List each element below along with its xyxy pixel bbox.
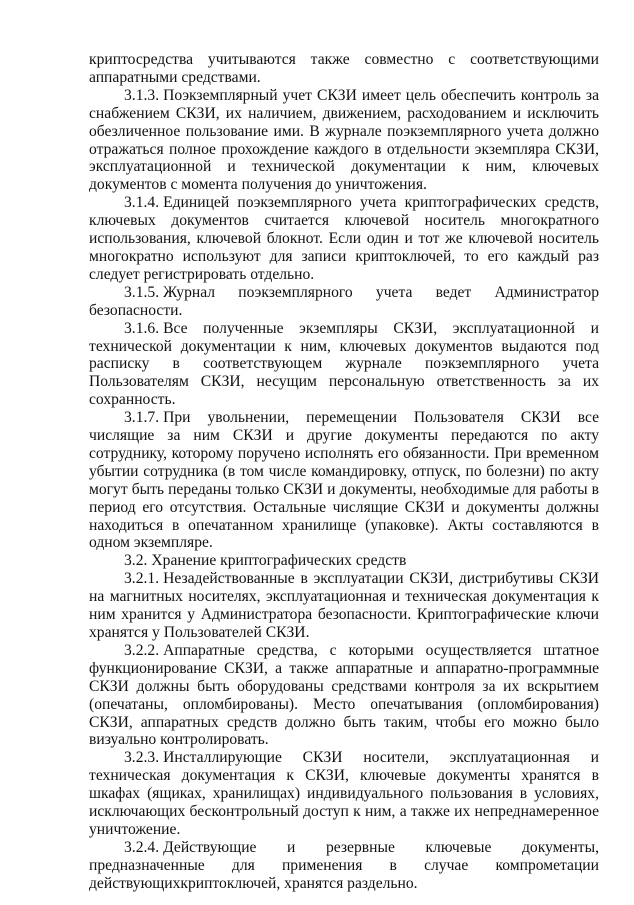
paragraph-3-1-4 [89,194,599,284]
section-number: 3.2. [124,552,148,570]
paragraph-3-1-7 [89,409,599,552]
section-title: Хранение криптографических средств [151,552,407,570]
paragraph-3-2-2 [89,642,599,749]
paragraph-text: Поэкземплярный учет СКЗИ имеет цель обеспечить контроль за снабжением СКЗИ, их наличием, движением, расходованием и исключить обезличенное пользование ими. В журнале поэкземплярного учета должно отражаться полное прохождение каждого в отдельности экземпляра СКЗИ, эксплуатационной и технической документации к ним, ключевых документов с момента получения до уничтожения. [89,86,599,194]
paragraph-number: 3.2.3. [124,749,160,767]
paragraph-number: 3.2.4. [124,838,160,856]
section-heading [89,552,599,570]
paragraph-3-2-4 [89,839,599,893]
paragraph-number: 3.1.7. [124,409,160,427]
paragraph-text: Все полученные экземпляры СКЗИ, эксплуатационной и технической документации к ним, ключевых документов выдаются под расписку в соответствующем журнале поэкземплярного учета Пользователям СКЗИ, несущим персональную ответственность за их сохранность. [89,319,599,409]
paragraph-text: Аппаратные средства, с которыми осуществляется штатное функционирование СКЗИ, а также аппаратные и аппаратно-программные СКЗИ должны быть оборудованы средствами контроля за их вскрытием (опечатаны, опломбированы). Место опечатывания (опломбирования) СКЗИ, аппаратных средств должно быть таким, чтобы его можно было визуально контролировать. [89,641,599,749]
paragraph-3-1-6 [89,320,599,410]
paragraph-3-1-3 [89,87,599,194]
document-body [89,51,599,893]
paragraph-number: 3.1.4. [124,194,160,212]
paragraph-3-1-5 [89,284,599,320]
paragraph-number: 3.1.6. [124,319,160,337]
paragraph-text: криптосредства учитываются также совместно с соответствующими аппаратными средствами. [89,51,599,86]
paragraph-number: 3.2.2. [124,641,160,659]
paragraph-number: 3.1.5. [124,283,160,301]
paragraph-number: 3.2.1. [124,570,160,588]
paragraph-number: 3.1.3. [124,86,160,104]
paragraph-text: Журнал поэкземплярного учета ведет Администратор безопасности. [89,283,599,319]
paragraph-text: При увольнении, перемещении Пользователя СКЗИ все числящие за ним СКЗИ и другие документы передаются по акту сотруднику, которому поручено исполнять его обязанности. При временном убытии сотрудника (в том числе командировку, отпуск, по болезни) по акту могут быть переданы только СКЗИ и документы, необходимые для работы в период его отсутствия. Остальные числящие СКЗИ и документы должны находиться в опечатанном хранилище (упаковке). Акты составляются в одном экземпляре. [89,409,599,552]
paragraph-text: Незадействованные в эксплуатации СКЗИ, дистрибутивы СКЗИ на магнитных носителях, эксплуатационная и техническая документация к ним хранится у Администратора безопасности. Криптографические ключи хранятся у Пользователей СКЗИ. [89,570,599,641]
paragraph-3-2-1 [89,570,599,642]
paragraph-3-2-3 [89,749,599,839]
paragraph-text: Единицей поэкземплярного учета криптографических средств, ключевых документов считается ключевой носитель многократного использования, ключевой блокнот. Если один и тот же ключевой носитель многократно используют для записи криптоключей, то его каждый раз следует регистрировать отдельно. [89,194,599,283]
paragraph-text: Инсталлирующие СКЗИ носители, эксплуатационная и техническая документация к СКЗИ, ключевые документы хранятся в шкафах (ящиках, хранилищах) индивидуального пользования в условиях, исключающих бесконтрольный доступ к ним, а также их непреднамеренное уничтожение. [89,749,599,838]
paragraph-text: Действующие и резервные ключевые документы, предназначенные для применения в случае компрометации действующихкриптоключей, хранятся раздельно. [89,838,599,892]
paragraph-continuation [89,51,599,87]
